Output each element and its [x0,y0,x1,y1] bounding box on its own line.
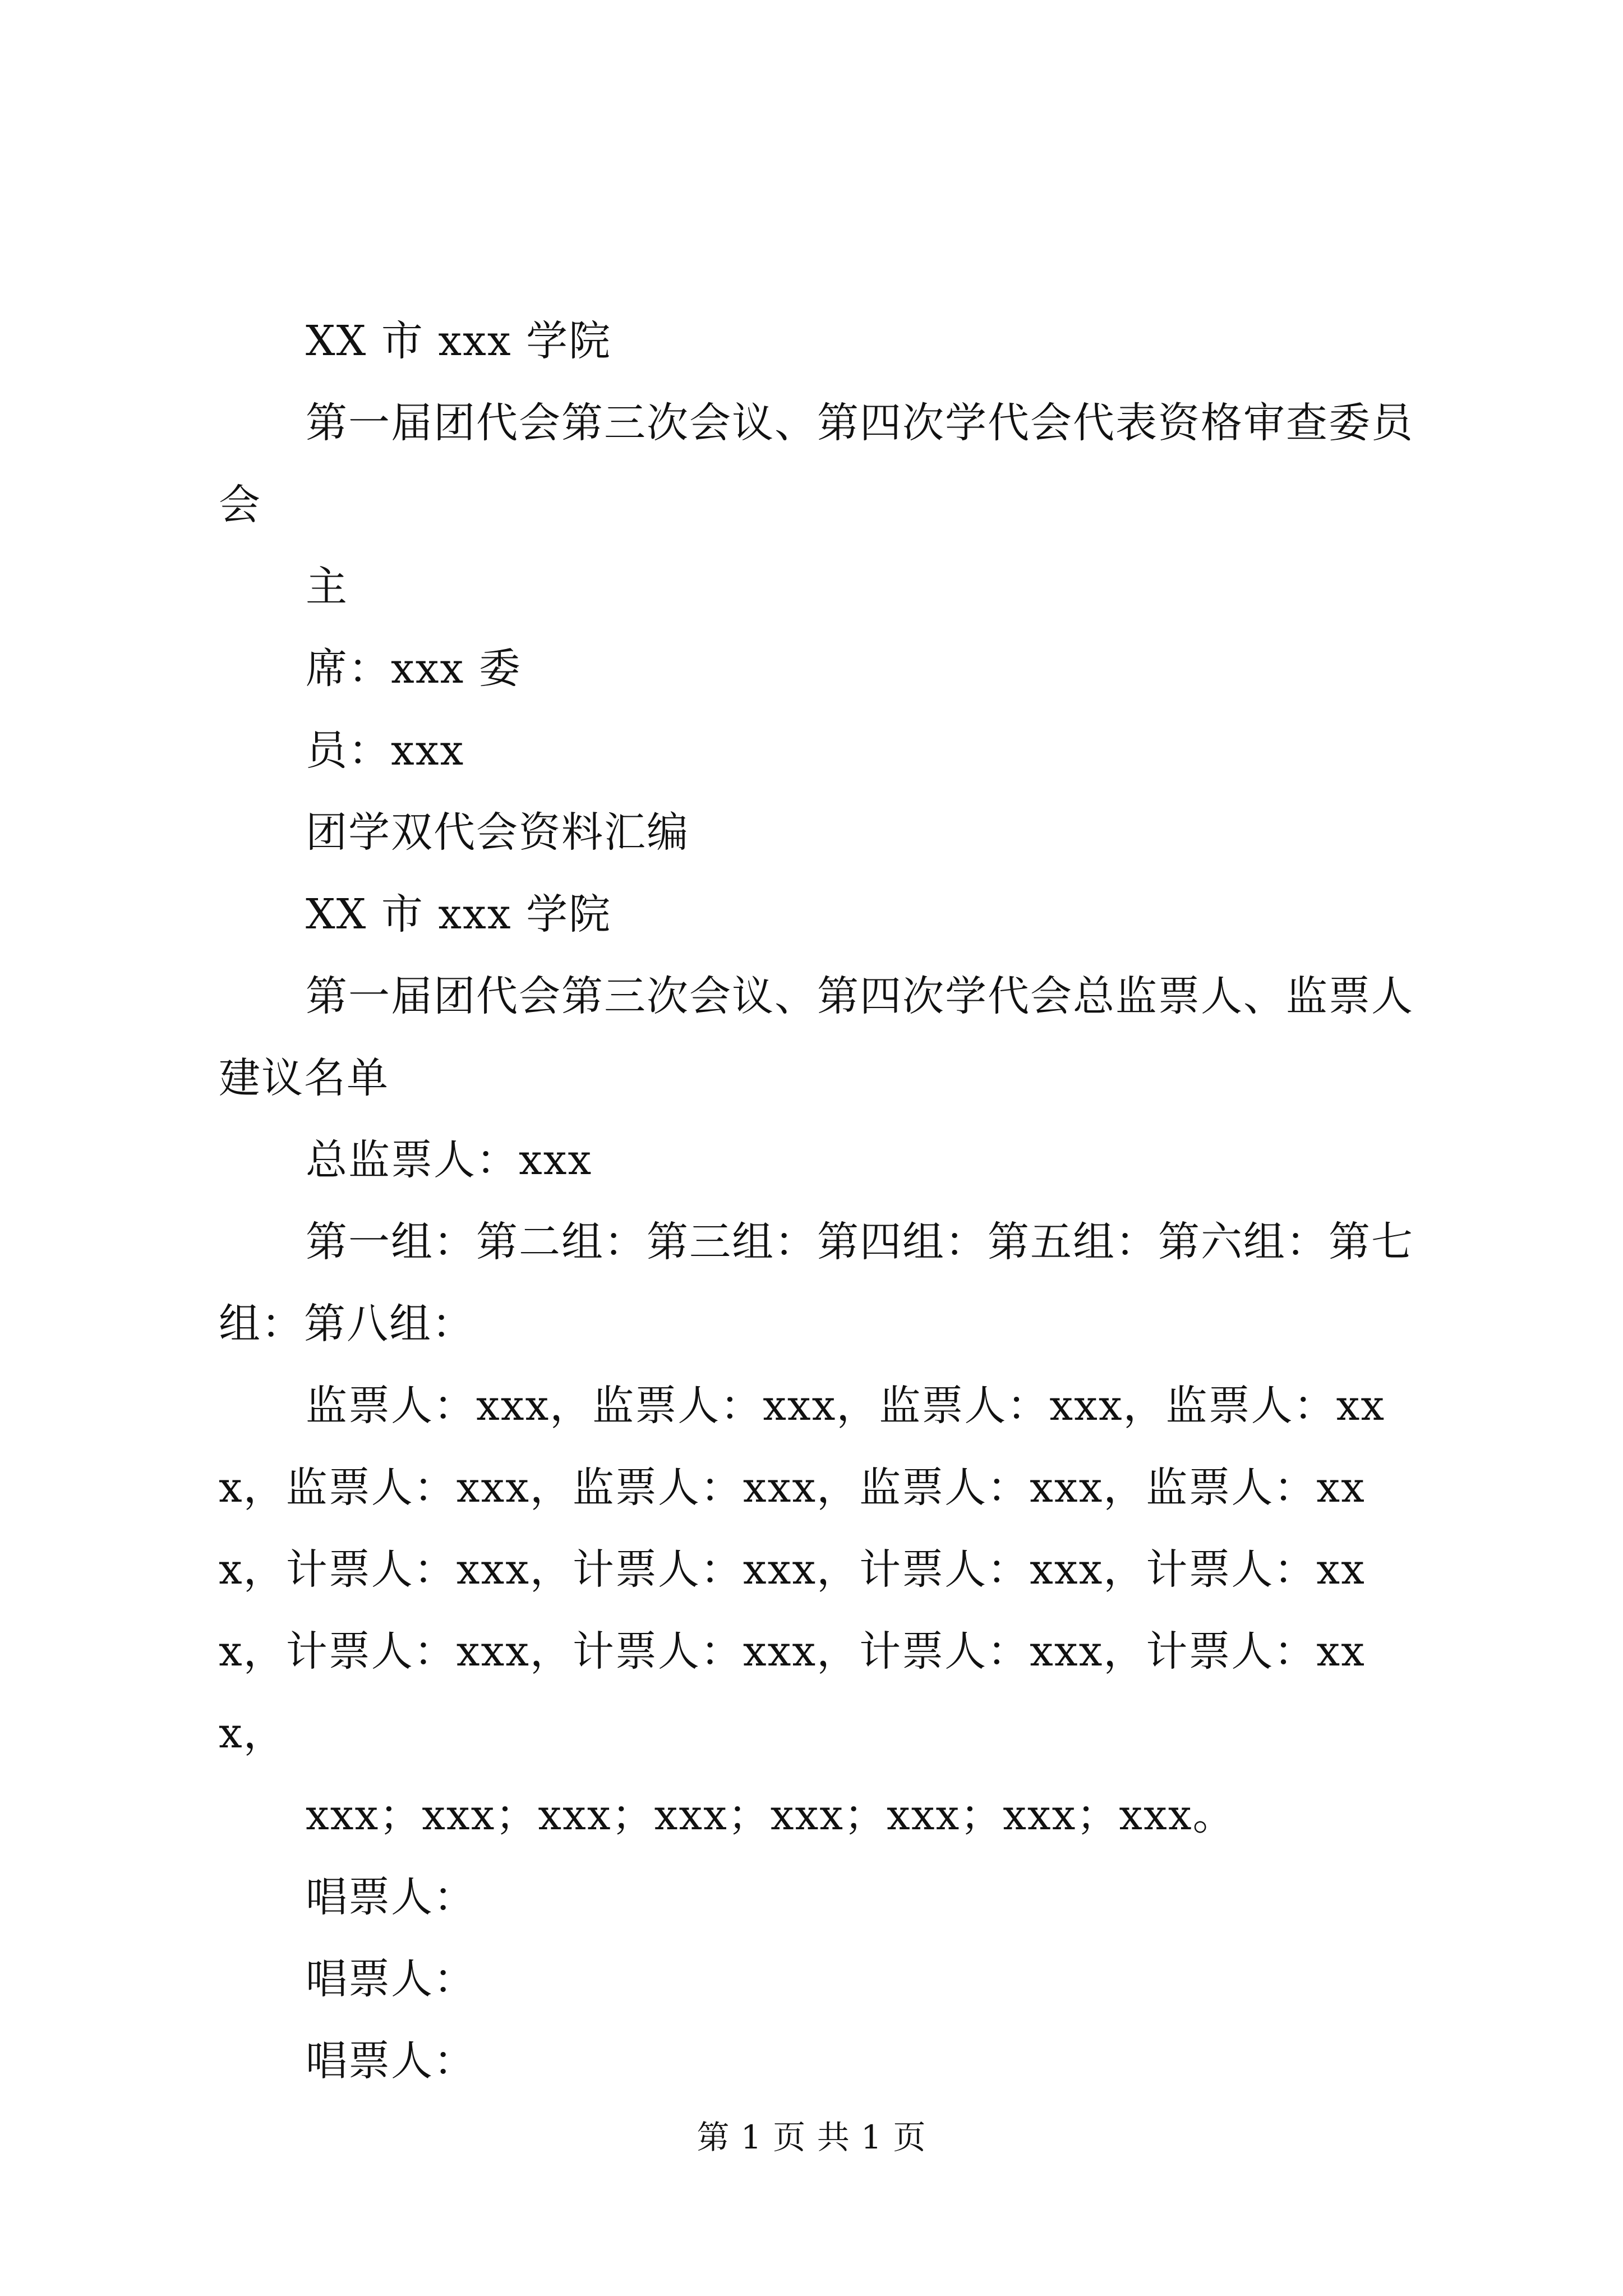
school-name-2: XX 市 xxx 学院 [306,890,612,938]
committee-title: 第一届团代会第三次会议、第四次学代会代表资格审查委员会 [219,399,1414,529]
page-footer: 第 1 页 共 1 页 [697,2118,926,2156]
chair-line: 席：xxx 委 [306,645,522,693]
groups-line: 第一组：第二组：第三组：第四组：第五组：第六组：第七组：第八组： [219,1218,1414,1348]
member-line: 员：xxx [306,726,465,775]
names-line: xxx；xxx；xxx；xxx；xxx；xxx；xxx；xxx。 [306,1791,1235,1839]
caller-line-1: 唱票人： [306,1873,476,1921]
document-body [219,300,1430,2102]
caller-line-3: 唱票人： [306,2037,476,2085]
scrutineer-list-title: 第一届团代会第三次会议、第四次学代会总监票人、监票人建议名单 [219,972,1414,1102]
chief-scrutineer-line: 总监票人：xxx [306,1136,593,1184]
scrutineers-counters-line: 监票人：xxx，监票人：xxx，监票人：xxx，监票人：xxx，监票人：xxx，监票人：xxx，监票人：xxx，监票人：xxx，计票人：xxx，计票人：xxx，计票人：xxx，计票人：xxx，计票人：xxx，计票人：xxx，计票人：xxx，计票人：xxx， [219,1382,1386,1757]
school-name-1: XX 市 xxx 学院 [306,317,612,365]
chair-label: 主 [306,563,348,611]
caller-line-2: 唱票人： [306,1955,476,2003]
compilation-title: 团学双代会资料汇编 [306,808,689,857]
